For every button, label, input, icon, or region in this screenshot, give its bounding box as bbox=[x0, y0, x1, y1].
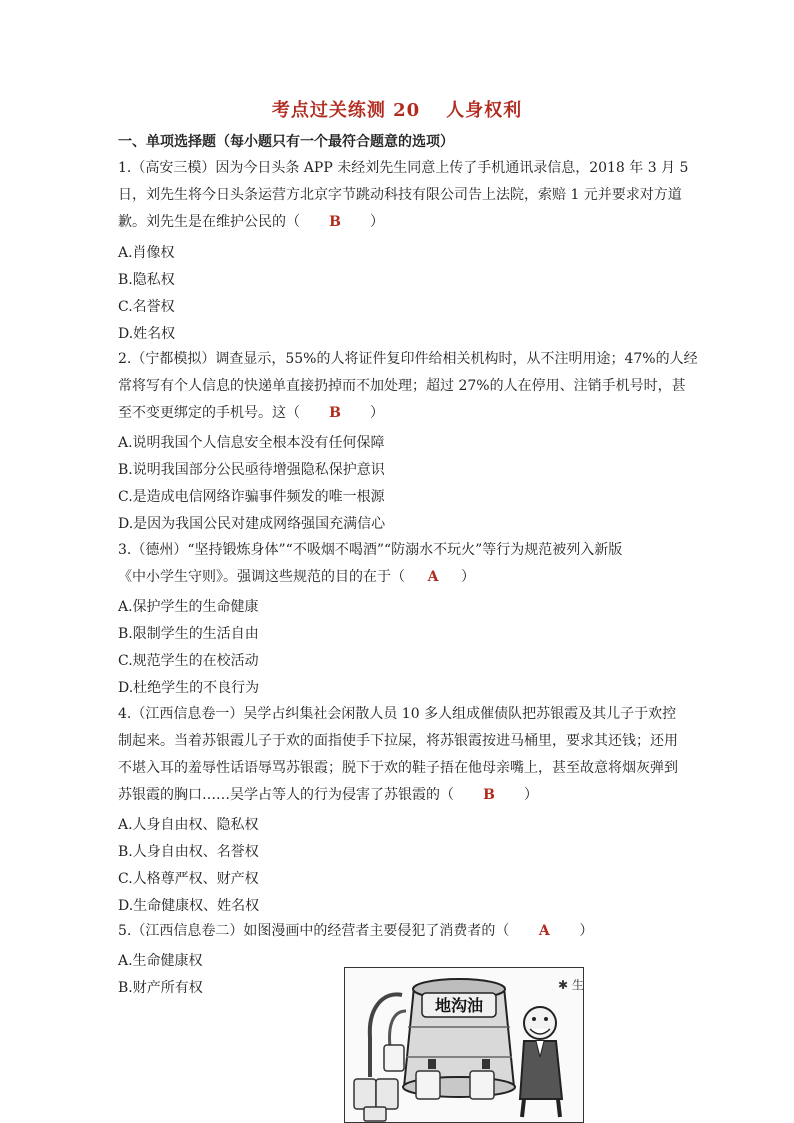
page-title bbox=[0, 96, 794, 122]
q1-line-3 bbox=[118, 212, 384, 232]
q5-close: ） bbox=[579, 923, 594, 939]
q3-line-2 bbox=[118, 567, 475, 587]
barrel-label: 地沟油 bbox=[434, 996, 484, 1015]
q4-answer: B bbox=[483, 787, 495, 803]
q2-line-3 bbox=[118, 403, 384, 423]
q2-close: ） bbox=[370, 405, 384, 421]
q5-line-1 bbox=[118, 921, 593, 941]
q4-option-d: D.生命健康权、姓名权 bbox=[118, 898, 260, 914]
svg-text:✱ 生: ✱ 生 bbox=[558, 978, 584, 992]
q3-option-c: C.规范学生的在校活动 bbox=[118, 653, 259, 669]
q2-option-b: B.说明我国部分公民亟待增强隐私保护意识 bbox=[118, 462, 385, 478]
gutter-oil-cartoon bbox=[344, 967, 584, 1123]
q3-answer: A bbox=[427, 569, 439, 585]
q3-option-a: A.保护学生的生命健康 bbox=[118, 599, 259, 615]
q1-option-b: B.隐私权 bbox=[118, 272, 175, 288]
q4-option-a: A.人身自由权、隐私权 bbox=[118, 817, 259, 833]
q3-option-b: B.限制学生的生活自由 bbox=[118, 626, 259, 642]
q4-line-3: 不堪入耳的羞辱性话语辱骂苏银霞；脱下于欢的鞋子捂在他母亲嘴上，甚至故意将烟灰弹到 bbox=[118, 760, 678, 776]
q2-stem-end: 至不变更绑定的手机号。这（ bbox=[118, 405, 300, 421]
q2-option-d: D.是因为我国公民对建成网络强国充满信心 bbox=[118, 516, 386, 532]
q4-close: ） bbox=[524, 787, 538, 803]
q1-line-1: 1.（高安三模）因为今日头条 APP 未经刘先生同意上传了手机通讯录信息，2018 年 3 月 5 bbox=[118, 160, 689, 176]
q1-option-d: D.姓名权 bbox=[118, 326, 176, 342]
q1-answer: B bbox=[329, 214, 341, 230]
q3-option-d: D.杜绝学生的不良行为 bbox=[118, 680, 260, 696]
q5-stem: 5.（江西信息卷二）如图漫画中的经营者主要侵犯了消费者的（ bbox=[118, 923, 510, 939]
q4-line-1: 4.（江西信息卷一）吴学占纠集社会闲散人员 10 多人组成催债队把苏银霞及其儿子于欢控 bbox=[118, 706, 677, 722]
q2-line-2: 常将写有个人信息的快递单直接扔掉而不加处理；超过 27%的人在停用、注销手机号时，甚 bbox=[118, 378, 686, 394]
q3-line-1: 3.（德州）“坚持锻炼身体”“不吸烟不喝酒”“防溺水不玩火”等行为规范被列入新版 bbox=[118, 542, 623, 558]
title-topic: 考点过关练测 20 bbox=[271, 100, 421, 121]
q4-line-4 bbox=[118, 785, 538, 805]
q1-option-c: C.名誉权 bbox=[118, 299, 175, 315]
q5-option-b: B.财产所有权 bbox=[118, 980, 203, 996]
q2-option-a: A.说明我国个人信息安全根本没有任何保障 bbox=[118, 435, 385, 451]
q4-line-2: 制起来。当着苏银霞儿子于欢的面指使手下拉屎，将苏银霞按进马桶里，要求其还钱；还用 bbox=[118, 733, 678, 749]
q3-stem-end: 《中小学生守则》。强调这些规范的目的在于（ bbox=[118, 569, 405, 585]
q2-line-1: 2.（宁都模拟）调查显示，55%的人将证件复印件给相关机构时，从不注明用途；47%的人经 bbox=[118, 351, 698, 367]
q4-option-c: C.人格尊严权、财产权 bbox=[118, 871, 259, 887]
q2-option-c: C.是造成电信网络诈骗事件频发的唯一根源 bbox=[118, 489, 385, 505]
q4-option-b: B.人身自由权、名誉权 bbox=[118, 844, 259, 860]
q1-close: ） bbox=[370, 214, 384, 230]
q2-answer: B bbox=[329, 405, 341, 421]
q4-stem-end: 苏银霞的胸口……吴学占等人的行为侵害了苏银霞的（ bbox=[118, 787, 454, 803]
q1-stem-end: 歉。刘先生是在维护公民的（ bbox=[118, 214, 300, 230]
q5-answer: A bbox=[538, 923, 550, 939]
q1-option-a: A.肖像权 bbox=[118, 245, 175, 261]
q1-line-2: 日，刘先生将今日头条运营方北京字节跳动科技有限公司告上法院，索赔 1 元并要求对方道 bbox=[118, 187, 682, 203]
q3-close: ） bbox=[461, 569, 475, 585]
q5-option-a: A.生命健康权 bbox=[118, 953, 203, 969]
section-heading: 一、单项选择题（每小题只有一个最符合题意的选项） bbox=[118, 134, 454, 150]
title-subject: 人身权利 bbox=[446, 100, 523, 121]
